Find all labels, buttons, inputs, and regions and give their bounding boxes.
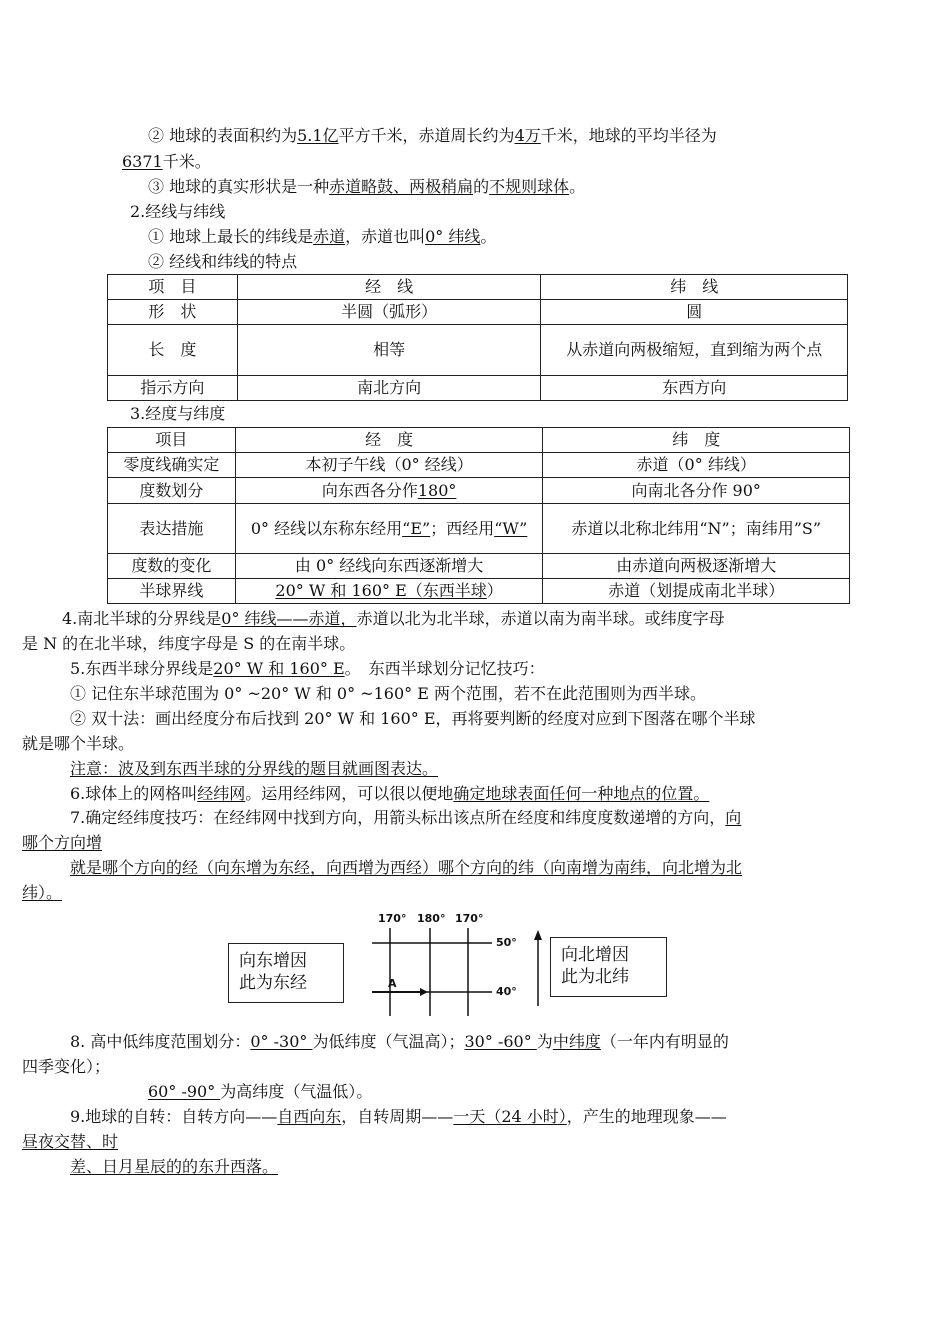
table-header: 项 目 — [108, 275, 238, 300]
table-cell: 20° W 和 160° E（东西半球） — [235, 579, 543, 604]
para-technique-2: 哪个方向增 — [22, 833, 103, 852]
para-features-title: ② 经线和纬线的特点 — [148, 252, 298, 271]
east-longitude-box: 向东增因 此为东经 — [228, 943, 344, 1003]
table-cell: 东西方向 — [541, 376, 848, 401]
para-rotation-2: 昼夜交替、时 — [22, 1132, 119, 1151]
table-cell: 赤道以北称北纬用“N”；南纬用”S” — [543, 504, 850, 554]
para-latitude-ranges-2: 四季变化）； — [22, 1057, 111, 1076]
latitude-label: 50° — [496, 936, 517, 949]
table-cell: 度数划分 — [108, 478, 236, 504]
table-longitude-latitude — [107, 427, 850, 604]
meridian-label: 170° — [378, 912, 407, 925]
table-cell: 圆 — [541, 300, 848, 325]
table-cell: 向东西各分作180° — [235, 478, 543, 504]
point-a-label: A — [388, 977, 397, 990]
table-row — [108, 504, 850, 554]
table-row — [108, 478, 850, 504]
meridian-label: 170° — [455, 912, 484, 925]
table-row — [108, 453, 850, 478]
table-cell: 向南北各分作 90° — [543, 478, 850, 504]
table-cell: 由 0° 经线向东西逐渐增大 — [235, 554, 543, 579]
section-title-3: 3.经度与纬度 — [130, 404, 226, 423]
para-hemisphere-ns-2: 是 N 的在北半球，纬度字母是 S 的在南半球。 — [22, 634, 356, 653]
table-cell: 形 状 — [108, 300, 238, 325]
para-technique-3: 就是哪个方向的经（向东增为东经，向西增为西经）哪个方向的纬（向南增为南纬，向北增为北 — [70, 858, 743, 877]
table-cell: 从赤道向两极缩短，直到缩为两个点 — [541, 325, 848, 376]
table-meridian-parallel — [107, 274, 848, 401]
arrow-head-icon — [420, 988, 428, 996]
table-header-row — [108, 275, 848, 300]
para-tip-2-cont: 就是哪个半球。 — [22, 734, 135, 753]
section-title-2: 2.经线与纬线 — [130, 202, 226, 221]
para-technique: 7.确定经纬度技巧：在经纬网中找到方向，用箭头标出该点所在经度和纬度度数递增的方向，向 — [70, 808, 742, 827]
table-row — [108, 579, 850, 604]
table-cell: 南北方向 — [237, 376, 541, 401]
para-latitude-ranges: 8. 高中低纬度范围划分：0° -30° 为低纬度（气温高）；30° -60° 为中纬度（一年内有明显的 — [70, 1032, 729, 1051]
table-cell: 赤道（0° 纬线） — [543, 453, 850, 478]
meridian-label: 180° — [417, 912, 446, 925]
table-cell: 半圆（弧形） — [237, 300, 541, 325]
table-header: 纬 度 — [543, 428, 850, 453]
table-row — [108, 554, 850, 579]
para-note: 注意：波及到东西半球的分界线的题目就画图表达。 — [70, 759, 439, 778]
para-longest-latitude: ① 地球上最长的纬线是赤道，赤道也叫0° 纬线。 — [148, 227, 497, 246]
table-header: 纬 线 — [541, 275, 848, 300]
table-cell: 长 度 — [108, 325, 238, 376]
table-header-row — [108, 428, 850, 453]
para-grid: 6.球体上的网格叫经纬网。运用经纬网，可以很以便地确定地球表面任何一种地点的位置。 — [70, 784, 710, 803]
para-tip-1: ① 记住东半球范围为 0° ~20° W 和 0° ~160° E 两个范围，若不在此范围则为西半球。 — [70, 684, 706, 703]
table-cell: 相等 — [237, 325, 541, 376]
table-cell: 赤道（划提成南北半球） — [543, 579, 850, 604]
table-row — [108, 325, 848, 376]
table-cell: 指示方向 — [108, 376, 238, 401]
para-hemisphere-ew: 5.东西半球分界线是20° W 和 160° E。 东西半球划分记忆技巧： — [70, 659, 545, 678]
para-surface-area: ② 地球的表面积约为5.1亿平方千米，赤道周长约为4万千米，地球的平均半径为 — [148, 126, 717, 145]
para-rotation-3: 差、日月星辰的的东升西落。 — [70, 1157, 279, 1176]
table-cell: 度数的变化 — [108, 554, 236, 579]
table-header: 经 度 — [235, 428, 543, 453]
para-earth-shape: ③ 地球的真实形状是一种赤道略鼓、两极稍扁的不规则球体。 — [148, 177, 586, 196]
table-cell: 本初子午线（0° 经线） — [235, 453, 543, 478]
table-cell: 半球界线 — [108, 579, 236, 604]
table-row — [108, 376, 848, 401]
para-technique-4: 纬）。 — [22, 883, 63, 902]
table-row — [108, 300, 848, 325]
para-rotation: 9.地球的自转：自转方向——自西向东，自转周期——一天（24 小时），产生的地理现象—— — [70, 1107, 727, 1126]
north-latitude-box: 向北增因 此为北纬 — [550, 937, 667, 997]
latitude-label: 40° — [496, 985, 517, 998]
table-header: 经 线 — [237, 275, 541, 300]
table-cell: 表达措施 — [108, 504, 236, 554]
arrow-head-icon — [534, 930, 542, 940]
table-cell: 0° 经线以东称东经用“E”；西经用“W” — [235, 504, 543, 554]
para-radius: 6371千米。 — [122, 152, 211, 171]
para-latitude-ranges-3: 60° -90° 为高纬度（气温低）。 — [148, 1082, 373, 1101]
para-hemisphere-ns: 4.南北半球的分界线是0° 纬线——赤道，赤道以北为北半球，赤道以南为南半球。或纬度字母 — [62, 609, 725, 628]
table-cell: 由赤道向两极逐渐增大 — [543, 554, 850, 579]
para-tip-2: ② 双十法：画出经度分布后找到 20° W 和 160° E，再将要判断的经度对应到下图落在哪个半球 — [70, 709, 756, 728]
table-cell: 零度线确实定 — [108, 453, 236, 478]
table-header: 项目 — [108, 428, 236, 453]
